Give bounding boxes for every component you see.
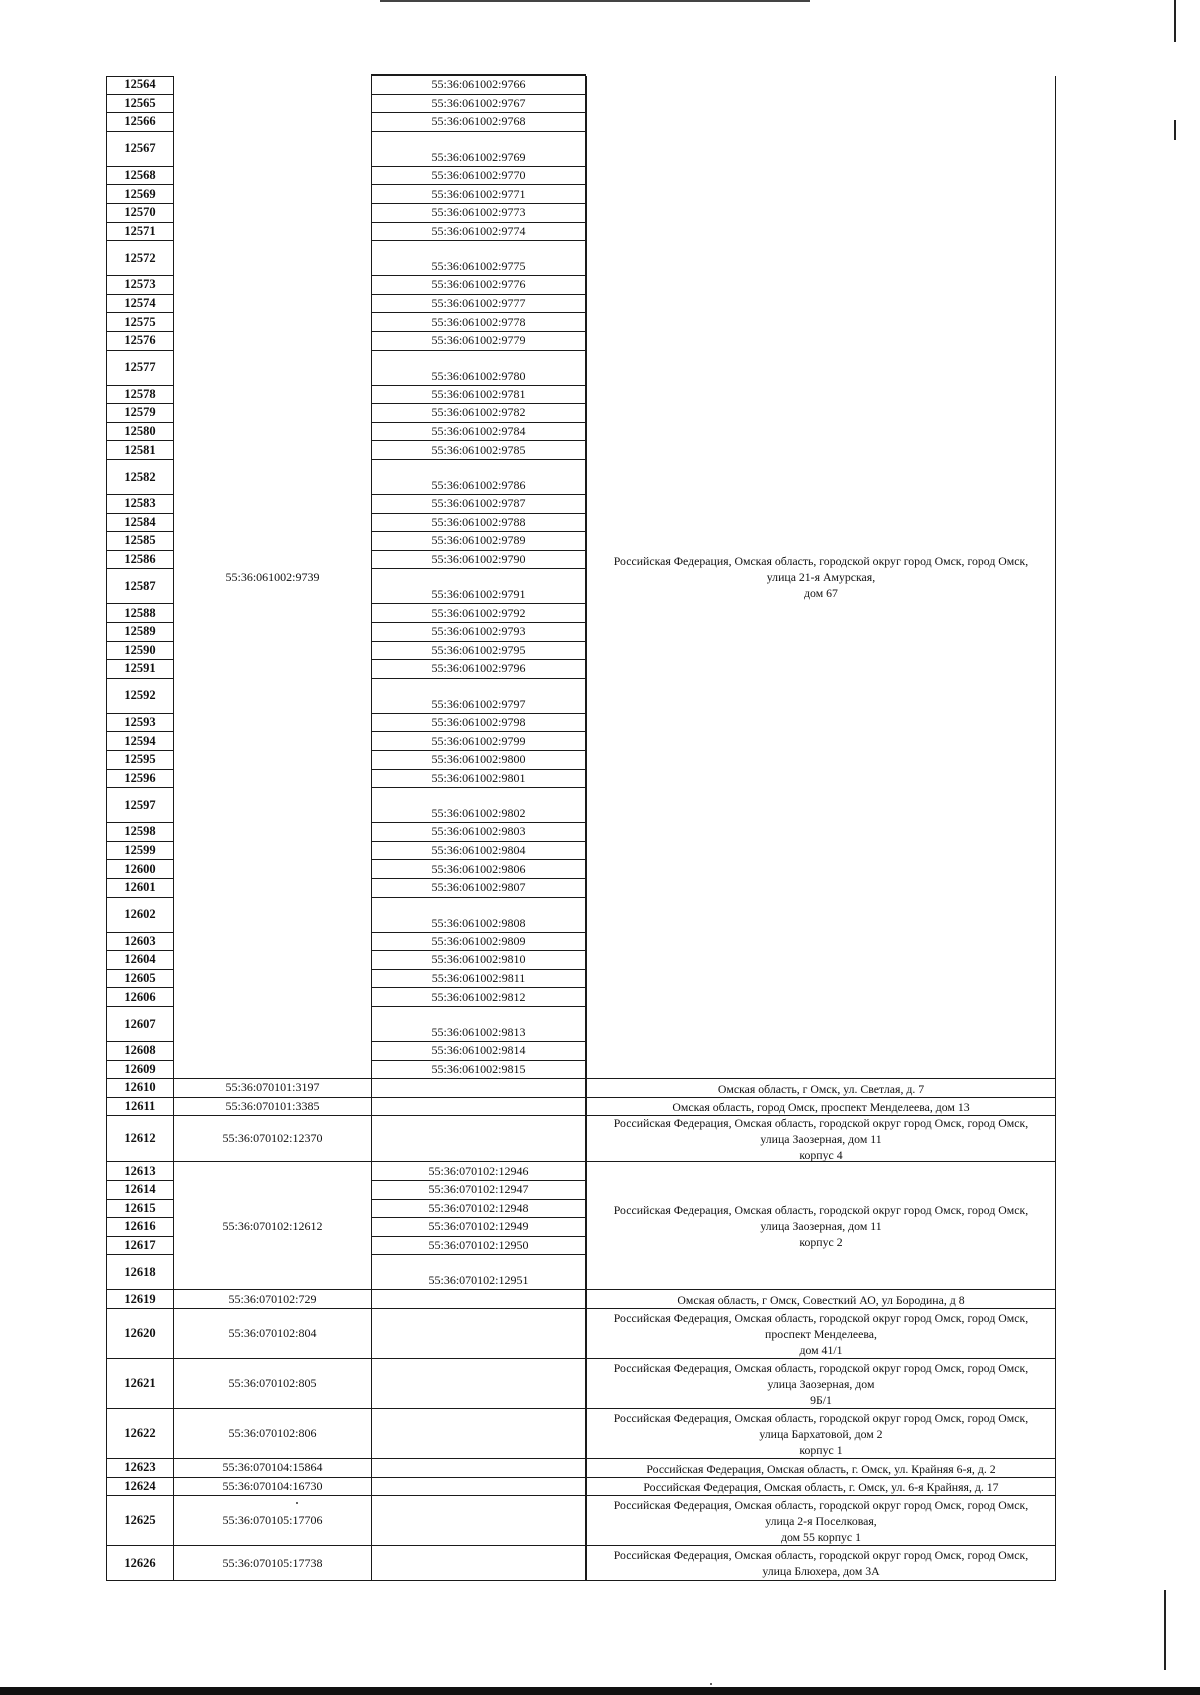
child-cadastral-number: 55:36:070102:12949: [371, 1218, 586, 1237]
child-cadastral-number: 55:36:061002:9815: [371, 1061, 586, 1080]
parent-cadastral-number: 55:36:070104:15864: [173, 1459, 371, 1478]
row-number: 12592: [106, 679, 173, 714]
address-cell: Омская область, г Омск, Совесткий АО, ул Бородина, д 8: [586, 1290, 1056, 1309]
empty-child-cell: [371, 1290, 586, 1309]
row-number: 12567: [106, 132, 173, 167]
row-number: 12608: [106, 1042, 173, 1061]
row-number: 12624: [106, 1478, 173, 1497]
row-number: 12625: [106, 1496, 173, 1546]
parent-cadastral-number: 55:36:061002:9739: [173, 76, 371, 1079]
child-cadastral-number: 55:36:061002:9777: [371, 295, 586, 314]
address-cell: Российская Федерация, Омская область, городской округ город Омск, город Омск, улица 21-я Амурская, дом 67: [586, 76, 1056, 1079]
child-cadastral-number: 55:36:061002:9803: [371, 823, 586, 842]
child-cadastral-number: 55:36:061002:9782: [371, 404, 586, 423]
row-number: 12576: [106, 332, 173, 351]
child-cadastral-number: 55:36:070102:12946: [371, 1162, 586, 1181]
parent-cadastral-number: 55:36:070102:729: [173, 1290, 371, 1309]
child-cadastral-number: 55:36:061002:9767: [371, 95, 586, 114]
row-number: 12609: [106, 1061, 173, 1080]
child-cadastral-number: 55:36:061002:9809: [371, 933, 586, 952]
child-cadastral-number: 55:36:061002:9786: [371, 460, 586, 495]
child-cadastral-number: 55:36:061002:9808: [371, 898, 586, 933]
row-number: 12604: [106, 951, 173, 970]
table-top-border: [371, 74, 586, 76]
empty-child-cell: [371, 1359, 586, 1409]
child-cadastral-number: 55:36:061002:9775: [371, 241, 586, 276]
child-cadastral-number: 55:36:061002:9778: [371, 313, 586, 332]
row-number: 12588: [106, 604, 173, 623]
empty-child-cell: [371, 1309, 586, 1359]
table-row: [106, 1079, 1056, 1098]
address-cell: Российская Федерация, Омская область, городской округ город Омск, город Омск, улица Блюхера, дом 3А: [586, 1546, 1056, 1581]
table-row: [106, 1496, 1056, 1546]
table-row: [106, 1098, 1056, 1117]
row-number: 12612: [106, 1116, 173, 1162]
scan-artifact-bottom: [0, 1687, 1200, 1695]
child-cadastral-number: 55:36:061002:9781: [371, 386, 586, 405]
parent-cadastral-number: 55:36:070101:3385: [173, 1098, 371, 1117]
address-cell: Российская Федерация, Омская область, городской округ город Омск, город Омск, улица Заозерная, дом 11 корпус 2: [586, 1162, 1056, 1290]
child-cadastral-number: 55:36:061002:9796: [371, 660, 586, 679]
row-number: 12618: [106, 1255, 173, 1290]
empty-child-cell: [371, 1478, 586, 1497]
row-number: 12615: [106, 1200, 173, 1219]
empty-child-cell: [371, 1079, 586, 1098]
table-row: [106, 1116, 1056, 1162]
address-cell: Российская Федерация, Омская область, городской округ город Омск, город Омск, проспект Менделеева, дом 41/1: [586, 1309, 1056, 1359]
row-number: 12566: [106, 113, 173, 132]
child-cadastral-number: 55:36:061002:9766: [371, 76, 586, 95]
child-cadastral-number: 55:36:061002:9789: [371, 532, 586, 551]
child-cadastral-number: 55:36:070102:12947: [371, 1181, 586, 1200]
child-cadastral-number: 55:36:061002:9788: [371, 514, 586, 533]
child-cadastral-number: 55:36:061002:9799: [371, 732, 586, 751]
row-number: 12586: [106, 551, 173, 570]
child-cadastral-number: 55:36:061002:9812: [371, 988, 586, 1007]
child-cadastral-number: 55:36:070102:12951: [371, 1255, 586, 1290]
child-cadastral-number: 55:36:070102:12948: [371, 1200, 586, 1219]
row-number: 12599: [106, 842, 173, 861]
child-cadastral-number: 55:36:061002:9791: [371, 569, 586, 604]
child-cadastral-number: 55:36:061002:9785: [371, 441, 586, 460]
row-number: 12607: [106, 1007, 173, 1042]
row-number: 12577: [106, 351, 173, 386]
address-cell: Российская Федерация, Омская область, городской округ город Омск, город Омск, улица Заозерная, дом 11 корпус 4: [586, 1116, 1056, 1162]
address-cell: Российская Федерация, Омская область, городской округ город Омск, город Омск, улица Бархатовой, дом 2 корпус 1: [586, 1409, 1056, 1459]
row-number: 12621: [106, 1359, 173, 1409]
address-cell: Омская область, г Омск, ул. Светлая, д. 7: [586, 1079, 1056, 1098]
row-number: 12622: [106, 1409, 173, 1459]
row-number: 12601: [106, 879, 173, 898]
row-number: 12573: [106, 276, 173, 295]
child-cadastral-number: 55:36:061002:9795: [371, 642, 586, 661]
parent-cadastral-number: 55:36:070102:805: [173, 1359, 371, 1409]
parent-cadastral-number: 55:36:070105:17738: [173, 1546, 371, 1581]
table-row: [106, 1290, 1056, 1309]
child-cadastral-number: 55:36:061002:9813: [371, 1007, 586, 1042]
row-number: 12606: [106, 988, 173, 1007]
parent-cadastral-number: 55:36:070102:806: [173, 1409, 371, 1459]
row-number: 12616: [106, 1218, 173, 1237]
child-cadastral-number: 55:36:061002:9802: [371, 788, 586, 823]
parent-cadastral-number: 55:36:070104:16730: [173, 1478, 371, 1497]
scan-edge-mark: [1164, 1590, 1166, 1670]
empty-child-cell: [371, 1496, 586, 1546]
empty-child-cell: [371, 1409, 586, 1459]
table-row: [106, 1359, 1056, 1409]
child-cadastral-number: 55:36:061002:9769: [371, 132, 586, 167]
cadastral-table: [106, 76, 1056, 1581]
child-cadastral-number: 55:36:061002:9770: [371, 167, 586, 186]
child-cadastral-number: 55:36:061002:9774: [371, 223, 586, 242]
table-row: [106, 1409, 1056, 1459]
row-number: 12626: [106, 1546, 173, 1581]
row-number: 12596: [106, 770, 173, 789]
address-cell: Российская Федерация, Омская область, городской округ город Омск, город Омск, улица Заозерная, дом 9Б/1: [586, 1359, 1056, 1409]
empty-child-cell: [371, 1459, 586, 1478]
row-number: 12580: [106, 423, 173, 442]
row-number: 12582: [106, 460, 173, 495]
child-cadastral-number: 55:36:061002:9790: [371, 551, 586, 570]
child-cadastral-number: 55:36:061002:9792: [371, 604, 586, 623]
child-cadastral-number: 55:36:061002:9798: [371, 714, 586, 733]
parent-cadastral-number: 55:36:070102:12370: [173, 1116, 371, 1162]
child-cadastral-number: 55:36:061002:9807: [371, 879, 586, 898]
scan-speck: [710, 1683, 712, 1685]
row-number: 12598: [106, 823, 173, 842]
row-number: 12569: [106, 185, 173, 204]
row-number: 12605: [106, 970, 173, 989]
address-cell: Российская Федерация, Омская область, городской округ город Омск, город Омск, улица 2-я Поселковая, дом 55 корпус 1: [586, 1496, 1056, 1546]
row-number: 12568: [106, 167, 173, 186]
child-cadastral-number: 55:36:061002:9771: [371, 185, 586, 204]
row-number: 12594: [106, 732, 173, 751]
child-cadastral-number: 55:36:061002:9773: [371, 204, 586, 223]
child-cadastral-number: 55:36:061002:9787: [371, 495, 586, 514]
child-cadastral-number: 55:36:061002:9806: [371, 860, 586, 879]
row-number: 12613: [106, 1162, 173, 1181]
empty-child-cell: [371, 1116, 586, 1162]
row-number: 12619: [106, 1290, 173, 1309]
row-number: 12581: [106, 441, 173, 460]
child-cadastral-number: 55:36:061002:9768: [371, 113, 586, 132]
row-number: 12617: [106, 1237, 173, 1256]
row-number: 12590: [106, 642, 173, 661]
row-number: 12575: [106, 313, 173, 332]
child-cadastral-number: 55:36:061002:9814: [371, 1042, 586, 1061]
child-cadastral-number: 55:36:061002:9804: [371, 842, 586, 861]
child-cadastral-number: 55:36:070102:12950: [371, 1237, 586, 1256]
parent-cadastral-number: 55:36:070105:17706: [173, 1496, 371, 1546]
row-number: 12620: [106, 1309, 173, 1359]
row-number: 12597: [106, 788, 173, 823]
row-number: 12574: [106, 295, 173, 314]
row-number: 12578: [106, 386, 173, 405]
row-number: 12614: [106, 1181, 173, 1200]
parent-cadastral-number: 55:36:070102:804: [173, 1309, 371, 1359]
row-number: 12593: [106, 714, 173, 733]
child-cadastral-number: 55:36:061002:9800: [371, 751, 586, 770]
row-number: 12603: [106, 933, 173, 952]
row-number: 12564: [106, 76, 173, 95]
row-number: 12584: [106, 514, 173, 533]
row-number: 12600: [106, 860, 173, 879]
table-row: [106, 1478, 1056, 1497]
table-row: [106, 1459, 1056, 1478]
row-number: 12571: [106, 223, 173, 242]
row-number: 12583: [106, 495, 173, 514]
row-number: 12602: [106, 898, 173, 933]
child-cadastral-number: 55:36:061002:9810: [371, 951, 586, 970]
child-cadastral-number: 55:36:061002:9793: [371, 623, 586, 642]
row-number: 12565: [106, 95, 173, 114]
row-number: 12572: [106, 241, 173, 276]
row-number: 12611: [106, 1098, 173, 1117]
empty-child-cell: [371, 1098, 586, 1117]
row-number: 12579: [106, 404, 173, 423]
child-cadastral-number: 55:36:061002:9811: [371, 970, 586, 989]
parent-cadastral-number: 55:36:070101:3197: [173, 1079, 371, 1098]
child-cadastral-number: 55:36:061002:9797: [371, 679, 586, 714]
row-number: 12587: [106, 569, 173, 604]
row-number: 12610: [106, 1079, 173, 1098]
empty-child-cell: [371, 1546, 586, 1581]
table-top-border: [106, 76, 173, 77]
address-cell: Омская область, город Омск, проспект Менделеева, дом 13: [586, 1098, 1056, 1117]
child-cadastral-number: 55:36:061002:9801: [371, 770, 586, 789]
table-row: [106, 1309, 1056, 1359]
table-row: [106, 1546, 1056, 1581]
scan-artifact-top: [380, 0, 810, 2]
parent-cadastral-number: 55:36:070102:12612: [173, 1162, 371, 1290]
scan-edge-mark: [1174, 120, 1176, 140]
row-number: 12585: [106, 532, 173, 551]
address-cell: Российская Федерация, Омская область, г. Омск, ул. Крайняя 6-я, д. 2: [586, 1459, 1056, 1478]
row-number: 12595: [106, 751, 173, 770]
scan-edge-mark: [1174, 0, 1176, 42]
child-cadastral-number: 55:36:061002:9779: [371, 332, 586, 351]
row-number: 12591: [106, 660, 173, 679]
row-number: 12570: [106, 204, 173, 223]
child-cadastral-number: 55:36:061002:9780: [371, 351, 586, 386]
scan-speck: [296, 1502, 298, 1504]
child-cadastral-number: 55:36:061002:9776: [371, 276, 586, 295]
address-cell: Российская Федерация, Омская область, г. Омск, ул. 6-я Крайняя, д. 17: [586, 1478, 1056, 1497]
row-number: 12623: [106, 1459, 173, 1478]
row-number: 12589: [106, 623, 173, 642]
child-cadastral-number: 55:36:061002:9784: [371, 423, 586, 442]
